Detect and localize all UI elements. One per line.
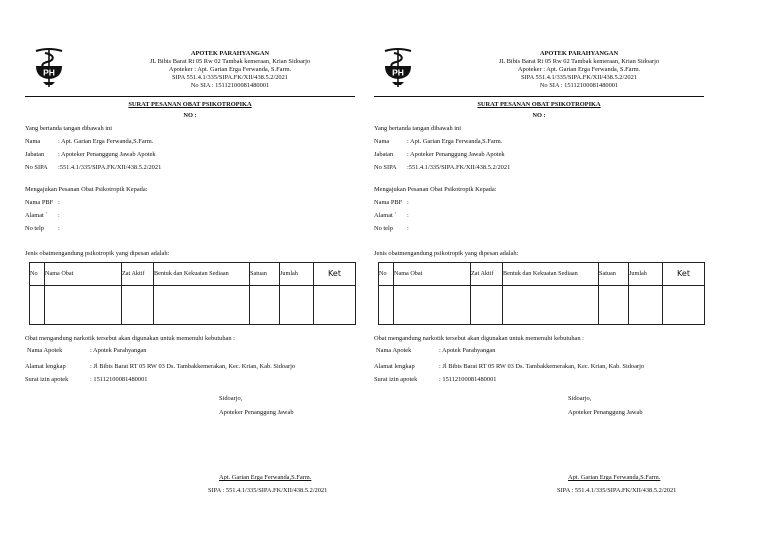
order-number: NO : bbox=[183, 112, 197, 119]
col-header-dosage-form: Bentuk dan Kekuatan Sediaan bbox=[154, 263, 250, 286]
apotek-address-value: : Jl Bibis Barat RT 05 RW 03 Ds. Tambakkemerakan, Kec. Krian, Kab. Sidoarjo bbox=[90, 363, 296, 370]
table-cell[interactable] bbox=[471, 286, 503, 325]
order-table bbox=[29, 262, 356, 325]
col-header-dosage-form: Bentuk dan Kekuatan Sediaan bbox=[503, 263, 599, 286]
pbf-intro: Mengajukan Pesanan Obat Psikotropik Kepada: bbox=[374, 186, 497, 193]
sia-line: No SIA : 15112100081480001 bbox=[190, 82, 270, 89]
col-header-unit: Satuan bbox=[599, 263, 629, 286]
pharmacy-address: JL Bibis Barat Rt 05 Rw 02 Tambak kemeraan, Krian Sidoarjo bbox=[498, 58, 660, 65]
pbf-name-value: : bbox=[58, 199, 60, 206]
pbf-name-label: Nama PBF bbox=[25, 199, 54, 206]
pbf-name-value: : bbox=[407, 199, 409, 206]
order-number: NO : bbox=[532, 112, 546, 119]
svg-text:PH: PH bbox=[43, 67, 55, 78]
order-form-right bbox=[374, 0, 724, 543]
table-cell[interactable] bbox=[394, 286, 471, 325]
purpose-text: Obat mengandung narkotik tersebut akan digunakan untuk memenuhi kebutuhan : bbox=[374, 335, 584, 342]
pharmacy-name: APOTEK PARAHYANGAN bbox=[539, 50, 619, 57]
col-header-drug-name: Nama Obat bbox=[45, 263, 122, 286]
pharmacy-name: APOTEK PARAHYANGAN bbox=[190, 50, 270, 57]
table-cell[interactable] bbox=[503, 286, 599, 325]
pharmacy-address: JL Bibis Barat Rt 05 Rw 02 Tambak kemeraan, Krian Sidoarjo bbox=[149, 58, 311, 65]
apotek-name-label: Nama Apotek bbox=[27, 347, 63, 354]
form-title: SURAT PESANAN OBAT PSIKOTROPIKA bbox=[477, 101, 601, 108]
pbf-phone-label: No telp bbox=[25, 225, 44, 232]
pbf-address-label: Alamat ` bbox=[374, 212, 397, 219]
apotek-license-value: : 15112100081480001 bbox=[90, 376, 148, 383]
pharmacy-bowl-serpent-icon bbox=[33, 47, 65, 89]
sign-name: Apt. Garian Erga Ferwanda,S.Farm. bbox=[568, 474, 661, 481]
apotek-license-label: Surat izin apotek bbox=[25, 376, 69, 383]
sign-role: Apoteker Penanggung Jawab bbox=[568, 409, 643, 416]
table-cell[interactable] bbox=[599, 286, 629, 325]
pbf-address-value: : bbox=[407, 212, 409, 219]
col-header-active-substance: Zat Aktif bbox=[471, 263, 503, 286]
signer-sipa-value: :551.4.1/335/SIPA.FK/XII/438.5.2/2021 bbox=[58, 164, 162, 171]
apotek-name-label: Nama Apotek bbox=[376, 347, 412, 354]
pbf-name-label: Nama PBF bbox=[374, 199, 403, 206]
col-header-no: No bbox=[30, 263, 45, 286]
sia-line: No SIA : 15112100081480001 bbox=[539, 82, 619, 89]
table-cell[interactable] bbox=[122, 286, 154, 325]
header-divider bbox=[374, 96, 704, 97]
col-header-active-substance: Zat Aktif bbox=[122, 263, 154, 286]
table-cell[interactable] bbox=[314, 286, 356, 325]
apotek-license-label: Surat izin apotek bbox=[374, 376, 418, 383]
table-cell[interactable] bbox=[379, 286, 394, 325]
col-header-quantity: Jumlah bbox=[629, 263, 663, 286]
signer-name-label: Nama bbox=[374, 138, 390, 145]
pharmacist-line: Apoteker : Apt. Garian Erga Ferwanda, S.Farm. bbox=[517, 66, 641, 73]
pbf-intro: Mengajukan Pesanan Obat Psikotropik Kepada: bbox=[25, 186, 148, 193]
pbf-phone-value: : bbox=[58, 225, 60, 232]
pbf-phone-value: : bbox=[407, 225, 409, 232]
table-cell[interactable] bbox=[30, 286, 45, 325]
form-title: SURAT PESANAN OBAT PSIKOTROPIKA bbox=[128, 101, 252, 108]
drug-list-intro: Jenis obatmengandung psikotropik yang dipesan adalah: bbox=[374, 250, 519, 257]
sign-sipa: SIPA : 551.4.1/335/SIPA.FK/XII/438.5.2/2021 bbox=[557, 487, 677, 494]
signer-position-value: : Apoteker Penanggung Jawab Apotek bbox=[407, 151, 505, 158]
header-divider bbox=[25, 96, 355, 97]
intro-text: Yang bertanda tangan dibawah ini bbox=[25, 125, 113, 132]
table-cell[interactable] bbox=[663, 286, 705, 325]
apotek-name-value: : Apotek Parahyangan bbox=[90, 347, 147, 354]
signer-position-label: Jabatan bbox=[25, 151, 45, 158]
pbf-address-label: Alamat ` bbox=[25, 212, 48, 219]
apotek-license-value: : 15112100081480001 bbox=[439, 376, 497, 383]
sipa-line: SIPA 551.4.1/335/SIPA.FK/XII/438.5.2/2021 bbox=[521, 74, 637, 81]
signer-name-value: : Apt. Garian Erga Ferwanda,S.Farm. bbox=[407, 138, 503, 145]
apotek-address-value: : Jl Bibis Barat RT 05 RW 03 Ds. Tambakkemerakan, Kec. Krian, Kab. Sidoarjo bbox=[439, 363, 645, 370]
signer-sipa-label: No SIPA bbox=[25, 164, 48, 171]
sign-place: Sidoarjo, bbox=[219, 395, 243, 402]
table-cell[interactable] bbox=[250, 286, 280, 325]
purpose-text: Obat mengandung narkotik tersebut akan digunakan untuk memenuhi kebutuhan : bbox=[25, 335, 235, 342]
pharmacy-bowl-serpent-icon bbox=[382, 47, 414, 89]
signer-name-label: Nama bbox=[25, 138, 41, 145]
col-header-quantity: Jumlah bbox=[280, 263, 314, 286]
sign-name: Apt. Garian Erga Ferwanda,S.Farm. bbox=[219, 474, 312, 481]
table-cell[interactable] bbox=[629, 286, 663, 325]
signer-sipa-label: No SIPA bbox=[374, 164, 397, 171]
pbf-address-value: : bbox=[58, 212, 60, 219]
table-cell[interactable] bbox=[154, 286, 250, 325]
signer-sipa-value: :551.4.1/335/SIPA.FK/XII/438.5.2/2021 bbox=[407, 164, 511, 171]
drug-list-intro: Jenis obatmengandung psikotropik yang dipesan adalah: bbox=[25, 250, 170, 257]
table-cell[interactable] bbox=[45, 286, 122, 325]
svg-text:PH: PH bbox=[392, 67, 404, 78]
signer-position-label: Jabatan bbox=[374, 151, 394, 158]
order-form-left bbox=[25, 0, 375, 543]
table-cell[interactable] bbox=[280, 286, 314, 325]
sipa-line: SIPA 551.4.1/335/SIPA.FK/XII/438.5.2/2021 bbox=[172, 74, 288, 81]
pharmacist-line: Apoteker : Apt. Garian Erga Ferwanda, S.Farm. bbox=[168, 66, 292, 73]
pbf-phone-label: No telp bbox=[374, 225, 393, 232]
col-header-no: No bbox=[379, 263, 394, 286]
col-header-remarks: Ket bbox=[663, 263, 705, 286]
order-table bbox=[378, 262, 705, 325]
apotek-address-label: Alamat lengkap bbox=[374, 363, 415, 370]
sign-place: Sidoarjo, bbox=[568, 395, 592, 402]
intro-text: Yang bertanda tangan dibawah ini bbox=[374, 125, 462, 132]
signer-position-value: : Apoteker Penanggung Jawab Apotek bbox=[58, 151, 156, 158]
apotek-name-value: : Apotek Parahyangan bbox=[439, 347, 496, 354]
col-header-unit: Satuan bbox=[250, 263, 280, 286]
col-header-remarks: Ket bbox=[314, 263, 356, 286]
sign-role: Apoteker Penanggung Jawab bbox=[219, 409, 294, 416]
col-header-drug-name: Nama Obat bbox=[394, 263, 471, 286]
signer-name-value: : Apt. Garian Erga Ferwanda,S.Farm. bbox=[58, 138, 154, 145]
sign-sipa: SIPA : 551.4.1/335/SIPA.FK/XII/438.5.2/2021 bbox=[208, 487, 328, 494]
apotek-address-label: Alamat lengkap bbox=[25, 363, 66, 370]
